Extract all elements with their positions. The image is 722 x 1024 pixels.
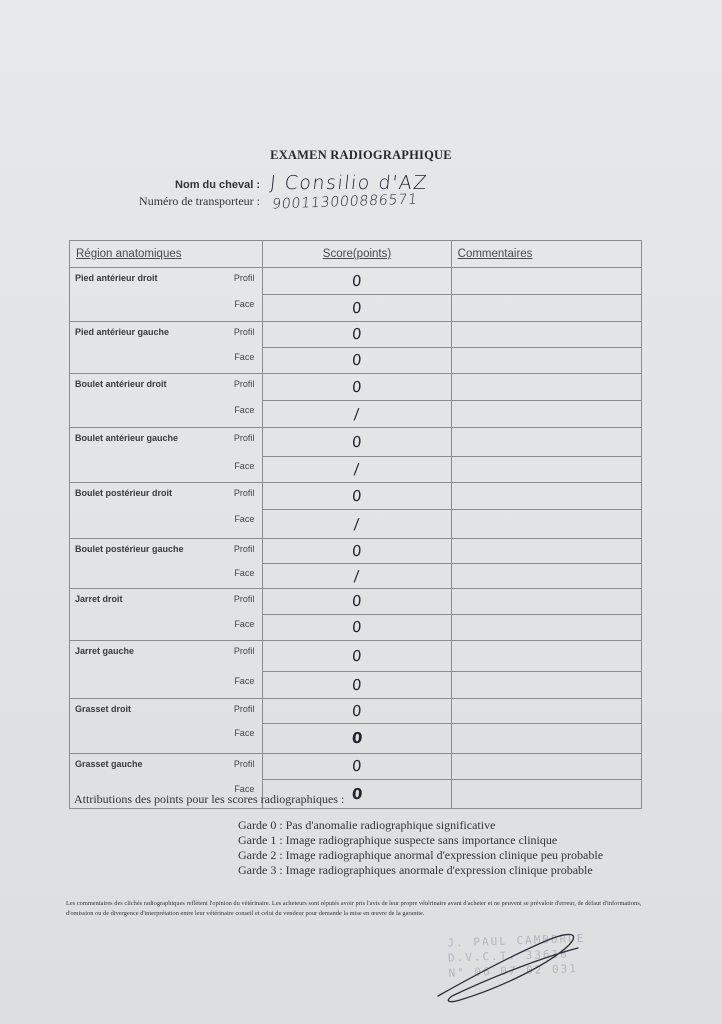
table-row [70,699,642,724]
score-value: / [353,514,361,533]
table-row [70,322,642,348]
table-row [70,754,642,780]
view-face-label: Face [234,405,255,415]
comment-cell [451,699,641,724]
view-profil-label: Profil [233,646,255,656]
stamp-line-1: J. PAUL CAMBORDE [447,931,586,950]
comment-cell [451,641,641,672]
comment-cell [451,510,641,539]
horse-name-label: Nom du cheval : [175,179,260,191]
region-name: Jarret droit [75,594,123,604]
transponder-value: 900113000886571 [271,191,419,213]
comment-cell [451,564,641,589]
score-value: 0 [351,701,363,720]
region-name: Grasset droit [75,704,132,714]
score-value: 0 [351,646,363,665]
table-row [70,483,642,510]
table-row [70,428,642,457]
score-cell-face [263,348,451,374]
region-name: Pied antérieur gauche [75,327,170,337]
score-value: 0 [351,729,363,747]
region-name: Pied antérieur droit [75,273,158,283]
view-face-label: Face [234,352,255,362]
grade-1: Garde 1 : Image radiographique suspecte sans importance clinique [238,833,558,847]
view-profil-label: Profil [233,379,255,389]
comment-cell [451,295,641,322]
score-value: 0 [351,377,363,396]
region-cell [70,268,263,322]
grade-0: Garde 0 : Pas d'anomalie radiographique significative [238,818,496,832]
region-name: Grasset gauche [75,759,143,769]
comment-cell [451,539,641,564]
score-cell-face [263,457,451,483]
table-row [70,268,642,295]
table-row [70,374,642,401]
region-name: Boulet postérieur droit [75,488,173,498]
score-value: 0 [351,351,363,369]
table-header-row [70,241,642,268]
col-comments-header: Commentaires [451,241,641,268]
view-face-label: Face [234,784,255,794]
score-cell-face [263,401,451,428]
region-cell [70,374,263,428]
grade-2: Garde 2 : Image radiographique anormal d'expression clinique peu probable [238,848,604,862]
score-cell-face [263,564,451,589]
score-value: / [353,460,361,478]
region-cell [70,483,263,539]
score-cell-profil [263,483,451,510]
comment-cell [451,401,641,428]
comment-cell [451,457,641,483]
view-face-label: Face [234,568,255,578]
view-profil-label: Profil [233,327,255,337]
score-cell-profil [263,589,451,615]
region-cell [70,539,263,589]
comment-cell [451,780,641,809]
view-face-label: Face [234,728,255,738]
score-value: 0 [351,298,363,317]
region-name: Boulet postérieur gauche [75,544,184,554]
score-cell-profil [263,322,451,348]
view-face-label: Face [234,461,255,471]
region-cell [70,589,263,641]
signature-mark [430,918,590,1008]
score-value: 0 [351,618,363,636]
col-score-header: Score(points) [263,241,451,268]
radiography-table [69,240,642,809]
attributions-heading: Attributions des points pour les scores radiographiques : [74,792,345,806]
view-profil-label: Profil [233,433,255,443]
score-value: 0 [351,271,363,290]
score-value: / [353,566,361,585]
table-row [70,539,642,564]
comment-cell [451,672,641,699]
view-face-label: Face [234,619,255,629]
score-cell-profil [263,539,451,564]
comment-cell [451,374,641,401]
region-name: Boulet antérieur gauche [75,433,179,443]
grade-3: Garde 3 : Image radiographiques anormale d'expression clinique probable [238,863,593,877]
table-row [70,589,642,615]
region-name: Jarret gauche [75,646,135,656]
table-row [70,641,642,672]
view-profil-label: Profil [233,544,255,554]
comment-cell [451,483,641,510]
comment-cell [451,589,641,615]
region-cell [70,641,263,699]
view-profil-label: Profil [233,594,255,604]
score-value: 0 [351,325,363,343]
grades-list [238,818,603,878]
comment-cell [451,754,641,780]
score-cell-face [263,615,451,641]
comment-cell [451,268,641,295]
score-cell-profil [263,641,451,672]
score-value: 0 [351,675,363,694]
region-cell [70,699,263,754]
score-value: 0 [351,784,363,803]
view-face-label: Face [234,514,255,524]
document-title: EXAMEN RADIOGRAPHIQUE [270,148,452,162]
stamp-line-3: N° 06 07 02 031 [448,962,579,980]
score-value: 0 [351,432,363,451]
comment-cell [451,322,641,348]
score-cell-profil [263,268,451,295]
view-face-label: Face [234,299,255,309]
view-profil-label: Profil [233,273,255,283]
view-profil-label: Profil [233,759,255,769]
region-name: Boulet antérieur droit [75,379,167,389]
score-value: 0 [351,592,363,610]
region-cell [70,322,263,374]
score-cell-face [263,724,451,754]
comment-cell [451,615,641,641]
score-value: / [353,404,361,423]
view-profil-label: Profil [233,704,255,714]
transponder-label: Numéro de transporteur : [139,194,260,208]
score-value: 0 [351,486,363,505]
region-cell [70,428,263,483]
comment-cell [451,724,641,754]
comment-cell [451,348,641,374]
comment-cell [451,428,641,457]
view-profil-label: Profil [233,488,255,498]
col-region-header: Région anatomiques [70,241,263,268]
disclaimer-text: Les commentaires des clichés radiographiques reflètent l'opinion du vétérinaire. Les acheteurs sont réputés avoir pris l'avis de leur propre vétérinaire avant d'acheter et ne peuvent se prévaloir d'erreur, de défaut d'informations, d'omission ou de divergence d'interprétation entre leur vétérinaire conseil et celui du vendeur pour demande la mise en œuvre de la garantie. [66,900,642,917]
score-value: 0 [351,541,363,560]
score-value: 0 [351,757,363,775]
view-face-label: Face [234,676,255,686]
score-cell-profil [263,428,451,457]
score-cell-profil [263,374,451,401]
score-cell-face [263,295,451,322]
stamp-line-2: D.V.C.T. 33618 [447,947,569,965]
score-cell-profil [263,699,451,724]
score-cell-face [263,510,451,539]
score-cell-profil [263,754,451,780]
score-cell-face [263,672,451,699]
horse-name-value: J Consilio d'AZ [268,172,429,194]
